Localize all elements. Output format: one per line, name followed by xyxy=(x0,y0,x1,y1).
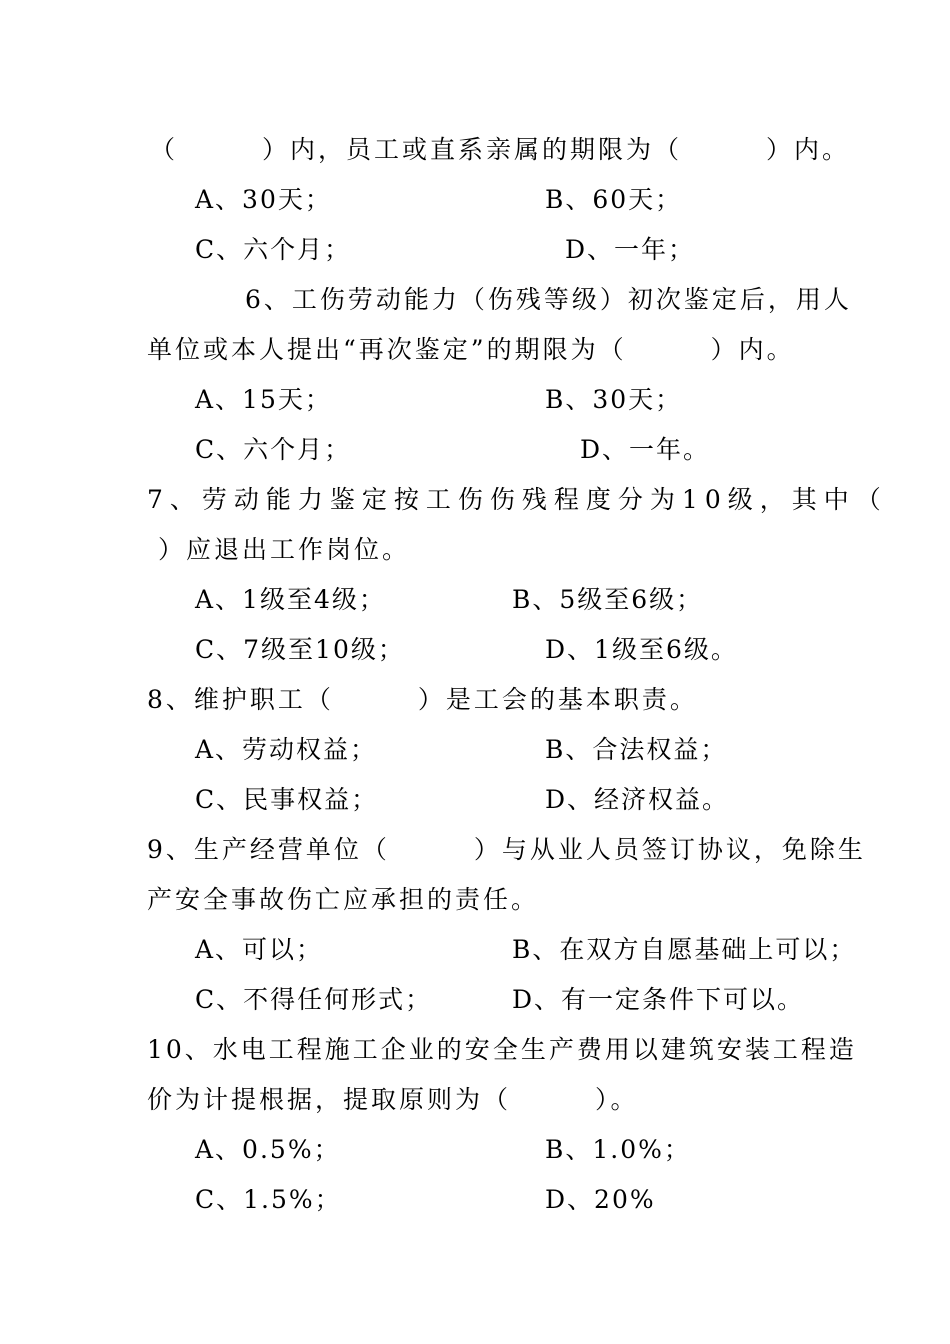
q8-option-b: B、合法权益； xyxy=(545,735,728,764)
q6-stem-line1: 6、工伤劳动能力（伤残等级）初次鉴定后，用人 xyxy=(245,285,852,314)
q8-option-a: A、劳动权益； xyxy=(195,735,378,764)
q10-option-c: C、1.5%； xyxy=(195,1185,342,1214)
q5-option-a: A、30天； xyxy=(195,185,332,214)
q9-stem-line2: 产安全事故伤亡应承担的责任。 xyxy=(147,885,540,914)
q10-option-a: A、0.5%； xyxy=(195,1135,341,1164)
q9-option-c: C、不得任何形式； xyxy=(195,985,433,1014)
q7-option-b: B、5级至6级； xyxy=(512,585,704,614)
q6-option-d: D、一年。 xyxy=(580,435,711,464)
q5-continuation-line: （ ）内，员工或直系亲属的期限为（ ）内。 xyxy=(150,135,851,164)
q7-option-c: C、7级至10级； xyxy=(195,635,405,664)
q10-option-b: B、1.0%； xyxy=(545,1135,691,1164)
q6-option-a: A、15天； xyxy=(195,385,332,414)
q10-stem-line1: 10、水电工程施工企业的安全生产费用以建筑安装工程造 xyxy=(147,1035,857,1064)
q7-stem-line1: 7、劳动能力鉴定按工伤伤残程度分为10级，其中（ xyxy=(147,485,888,514)
q9-stem-line1: 9、生产经营单位（ ）与从业人员签订协议，免除生 xyxy=(147,835,866,864)
q7-option-a: A、1级至4级； xyxy=(195,585,386,614)
q8-stem: 8、维护职工（ ）是工会的基本职责。 xyxy=(147,685,698,714)
q7-stem-line2: ）应退出工作岗位。 xyxy=(158,535,411,564)
q10-stem-line2: 价为计提根据，提取原则为（ ）。 xyxy=(147,1085,639,1114)
q9-option-d: D、有一定条件下可以。 xyxy=(512,985,805,1014)
q7-option-d: D、1级至6级。 xyxy=(545,635,738,664)
q6-stem-line2: 单位或本人提出“再次鉴定”的期限为（ ）内。 xyxy=(147,335,795,364)
q9-option-a: A、可以； xyxy=(195,935,324,964)
q5-option-c: C、六个月； xyxy=(195,235,352,264)
q6-option-b: B、30天； xyxy=(545,385,683,414)
q5-option-b: B、60天； xyxy=(545,185,683,214)
q5-option-d: D、一年； xyxy=(565,235,696,264)
q8-option-c: C、民事权益； xyxy=(195,785,379,814)
q10-option-d: D、20% xyxy=(545,1185,656,1214)
q6-option-c: C、六个月； xyxy=(195,435,352,464)
q8-option-d: D、经济权益。 xyxy=(545,785,730,814)
q9-option-b: B、在双方自愿基础上可以； xyxy=(512,935,857,964)
